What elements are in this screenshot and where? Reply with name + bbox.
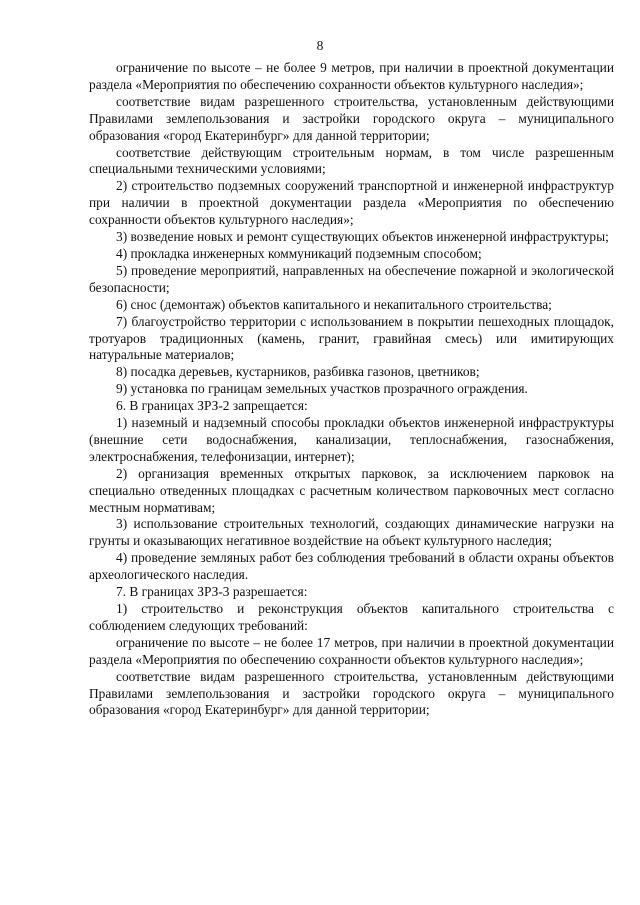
paragraph-item-7: 7) благоустройство территории с использованием в покрытии пешеходных площадок, тротуаров традиционных (камень, гранит, гравийная смесь) или имитирующих натуральные материалов; xyxy=(89,313,614,363)
paragraph-item-9: 9) установка по границам земельных участков прозрачного ограждения. xyxy=(116,381,528,397)
paragraph-zrz2-item-1: 1) наземный и надземный способы прокладки объектов инженерной инфраструктуры (внешние сети водоснабжения, канализации, теплоснабжения, газоснабжения, электроснабжения, телефонизации, интернет); xyxy=(89,415,614,464)
paragraph-item-2: 2) строительство подземных сооружений транспортной и инженерной инфраструктур при наличии в проектной документации раздела «Мероприятия по обеспечению сохранности объектов культурного наследия»; xyxy=(89,178,614,228)
paragraph-zrz2-item-4: 4) проведение земляных работ без соблюдения требований в области охраны объектов археологического наследия. xyxy=(89,550,614,583)
paragraph-building-norms: соответствие действующим строительным нормам, в том числе разрешенным специальными техническими условиями; xyxy=(89,144,614,177)
section-heading-zrz2: 6. В границах ЗРЗ-2 запрещается: xyxy=(116,398,308,414)
paragraph-height-limit: ограничение по высоте – не более 9 метров, при наличии в проектной документации раздела «Мероприятия по обеспечению сохранности объектов культурного наследия»; xyxy=(89,60,614,92)
document-body xyxy=(89,60,614,719)
page-number: 8 xyxy=(316,38,324,53)
paragraph-permitted-use: соответствие видам разрешенного строительства, установленным действующими Правилами землепользования и застройки городского округа – муниципального образования «город Екатеринбург» для данной территории; xyxy=(89,93,614,143)
paragraph-zrz2-item-3: 3) использование строительных технологий, создающих динамические нагрузки на грунты и оказывающих негативное воздействие на объект культурного наследия; xyxy=(89,516,614,549)
paragraph-item-5: 5) проведение мероприятий, направленных на обеспечение пожарной и экологической безопасности; xyxy=(89,262,614,295)
section-heading-zrz3: 7. В границах ЗРЗ-3 разрешается: xyxy=(116,584,308,600)
paragraph-zrz2-item-2: 2) организация временных открытых парковок, за исключением парковок на специально отведенных площадках с расчетным количеством парковочных мест согласно местным нормативам; xyxy=(89,465,614,515)
paragraph-item-6: 6) снос (демонтаж) объектов капитального и некапитального строительства; xyxy=(116,296,552,312)
paragraph-zrz3-height-limit: ограничение по высоте – не более 17 метров, при наличии в проектной документации раздела «Мероприятия по обеспечению сохранности объектов культурного наследия»; xyxy=(89,634,614,667)
paragraph-item-8: 8) посадка деревьев, кустарников, разбивка газонов, цветников; xyxy=(116,364,480,380)
paragraph-zrz3-permitted-use: соответствие видам разрешенного строительства, установленным действующими Правилами землепользования и застройки городского округа – муниципального образования «город Екатеринбург» для данной территории; xyxy=(89,668,614,718)
paragraph-zrz3-item-1: 1) строительство и реконструкция объектов капитального строительства с соблюдением следующих требований: xyxy=(89,601,614,633)
paragraph-item-3: 3) возведение новых и ремонт существующих объектов инженерной инфраструктуры; xyxy=(116,229,609,245)
paragraph-item-4: 4) прокладка инженерных коммуникаций подземным способом; xyxy=(116,245,482,261)
